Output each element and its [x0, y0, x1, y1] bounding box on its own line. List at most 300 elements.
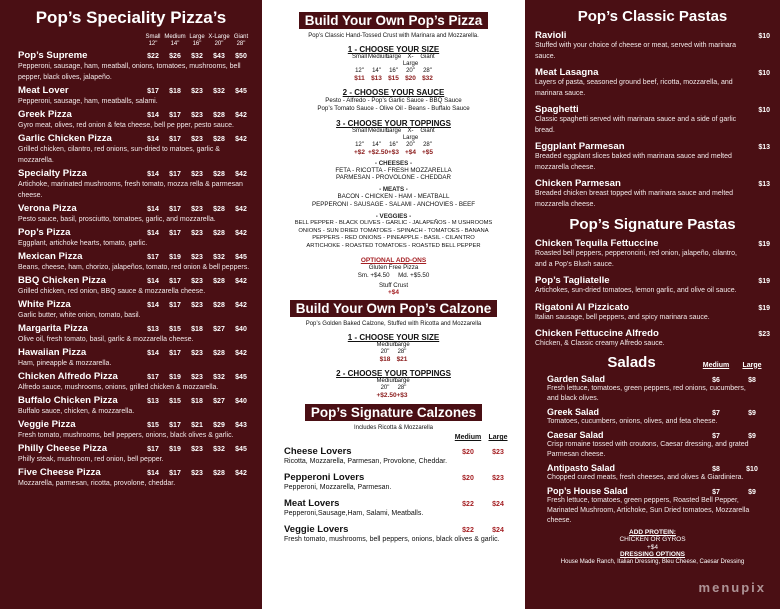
- calzone-medium-price: $22: [462, 501, 474, 509]
- speciality-pizza-title: Pop’s Speciality Pizza’s: [35, 8, 227, 27]
- salad-item: [535, 463, 770, 483]
- topping-price: +$2: [353, 148, 366, 156]
- pizza-price: $45: [235, 446, 247, 453]
- salad-row: [535, 407, 770, 417]
- pasta-row: [535, 328, 770, 339]
- pizza-name: Chicken Alfredo Pizza: [18, 371, 118, 382]
- pasta-item: [535, 328, 770, 350]
- pizza-price: $43: [213, 53, 225, 60]
- size-inch: 12": [355, 141, 364, 148]
- pizza-price: $23: [191, 350, 203, 357]
- pasta-row: [535, 238, 770, 249]
- pizza-price: $28: [213, 350, 225, 357]
- pizza-price: $23: [191, 446, 203, 453]
- pizza-price: $32: [213, 254, 225, 261]
- pizza-price: $17: [169, 136, 181, 143]
- salad-large-price: $9: [748, 488, 756, 496]
- salad-item: [535, 407, 770, 427]
- pizza-price: $18: [169, 88, 181, 95]
- calzone-row: [284, 472, 513, 483]
- pasta-price: $10: [758, 107, 770, 114]
- size-price: $32: [422, 75, 433, 82]
- pasta-description: Layers of pasta, seasoned ground beef, ricotta, mozzarella, and marinara sauce.: [535, 79, 733, 97]
- pizza-price: $17: [169, 470, 181, 477]
- calzone-row: [284, 524, 513, 535]
- pizza-price: $29: [213, 422, 225, 429]
- pizza-row: [18, 419, 252, 430]
- pizza-price: $17: [169, 206, 181, 213]
- pizza-price: $19: [169, 446, 181, 453]
- salad-large-price: $9: [748, 409, 756, 417]
- pizza-price: $17: [169, 112, 181, 119]
- pizza-step-2: 2 - CHOOSE YOUR SAUCE: [342, 88, 445, 97]
- size-price: $13: [371, 75, 382, 82]
- pizza-price: $26: [169, 53, 181, 60]
- salad-item: [535, 374, 770, 404]
- protein-items: CHICKEN OR GYROS: [619, 536, 686, 543]
- pizza-price: $40: [235, 398, 247, 405]
- pizza-item: [18, 395, 252, 417]
- pizza-price: $28: [213, 136, 225, 143]
- pizza-price: $28: [213, 206, 225, 213]
- calzone-name: Veggie Lovers: [284, 524, 349, 536]
- pizza-price: $23: [191, 470, 203, 477]
- salad-medium-price: $7: [712, 432, 720, 440]
- pizza-name: Mexican Pizza: [18, 251, 83, 262]
- calzone-topping-size-labels: [268, 378, 519, 385]
- pasta-description: Breaded chicken breast topped with marinara sauce and melted mozzarella cheese.: [535, 190, 734, 208]
- pizza-price: $14: [147, 112, 159, 119]
- size-label: Medium: [368, 54, 390, 60]
- pizza-price: $42: [235, 206, 247, 213]
- size-col-3: [208, 34, 230, 48]
- pizza-item: [18, 251, 252, 273]
- calzone-topping-size-prices: [268, 392, 519, 399]
- pizza-price: $17: [147, 446, 159, 453]
- cheeses-header: - CHEESES -: [374, 159, 413, 167]
- pizza-name: Greek Pizza: [18, 109, 72, 120]
- pizza-item: [18, 109, 252, 131]
- pizza-price: $27: [213, 398, 225, 405]
- calzone-size-prices: [268, 356, 519, 363]
- signature-pastas-title: Pop’s Signature Pastas: [569, 216, 736, 233]
- pizza-name: Meat Lover: [18, 85, 69, 96]
- pizza-item: [18, 419, 252, 441]
- veggies-line-1: BELL PEPPER - BLACK OLIVES - GARLIC - JALAPEÑOS - M USHROOMS: [294, 219, 493, 226]
- topping-price: +$5: [421, 148, 434, 156]
- size-col-4: [230, 34, 252, 48]
- pizza-description: Gyro meat, olives, red onion & feta cheese, bell pe pper, pesto sauce.: [18, 122, 234, 129]
- pizza-row: [18, 275, 252, 286]
- pizza-row: [18, 50, 252, 61]
- salad-large-price: $8: [748, 376, 756, 384]
- size-label: X-Large: [402, 54, 419, 67]
- pizza-item: [18, 443, 252, 465]
- pizza-description: Eggplant, artichoke hearts, tomato, garlic.: [18, 240, 148, 247]
- pizza-price: $14: [147, 206, 159, 213]
- pizza-price: $17: [169, 302, 181, 309]
- pizza-price: $23: [191, 171, 203, 178]
- pizza-name: Garlic Chicken Pizza: [18, 133, 112, 144]
- pizza-name: Buffalo Chicken Pizza: [18, 395, 118, 406]
- calzone-size-inches: [268, 349, 519, 356]
- sauce-line-1: Pesto - Alfredo - Pop’s Garlic Sauce - BBQ Sauce: [325, 97, 462, 104]
- pizza-price: $32: [213, 446, 225, 453]
- gluten-sm-price: Sm. +$4.50: [357, 271, 390, 279]
- size-label: Small: [351, 127, 367, 134]
- salad-description: Chopped cured meats, fresh cheeses, and olives & Giardiniera.: [547, 473, 744, 481]
- size-inch: 12": [148, 41, 158, 47]
- salad-medium-price: $8: [712, 465, 720, 473]
- size-price: $11: [354, 75, 365, 82]
- pizza-description: Grilled chicken, cilantro, red onions, sun-dried to matoes, garlic & mozzarella.: [18, 146, 220, 164]
- pizza-price: $23: [191, 206, 203, 213]
- pizza-row: [18, 168, 252, 179]
- pizza-list: [18, 50, 252, 489]
- pastas-salads-panel: [525, 0, 780, 609]
- pizza-price: $14: [147, 302, 159, 309]
- calzone-large-price: $23: [492, 475, 504, 483]
- size-inch: 28": [397, 349, 407, 356]
- signature-pasta-list: [535, 238, 770, 350]
- pizza-price: $18: [191, 326, 203, 333]
- size-label: Large: [394, 378, 410, 385]
- pizza-description: Artichoke, marinated mushrooms, fresh tomato, mozza rella & parmesan cheese.: [18, 181, 243, 199]
- pizza-price: $14: [147, 230, 159, 237]
- salad-medium-price: $7: [712, 409, 720, 417]
- pasta-row: [535, 141, 770, 152]
- veggies-line-3: PEPPERS - RED ONIONS - PINEAPPLE - BASIL - CILANTRO: [312, 235, 475, 242]
- pizza-price: $23: [191, 230, 203, 237]
- pizza-price: $23: [191, 136, 203, 143]
- pasta-item: [535, 302, 770, 324]
- pizza-description: Mozzarella, parmesan, ricotta, provolone, cheddar.: [18, 480, 176, 487]
- topping-size-prices: [268, 149, 519, 156]
- pasta-description: Classic spaghetti served with marinara sauce and a side of garlic bread.: [535, 116, 737, 134]
- pizza-name: Philly Cheese Pizza: [18, 443, 108, 454]
- pizza-price: $28: [213, 230, 225, 237]
- calzone-row: [284, 498, 513, 509]
- calzone-size-labels: [268, 342, 519, 349]
- pasta-description: Chicken, & Classic creamy Alfredo sauce.: [535, 340, 665, 347]
- pizza-item: [18, 168, 252, 201]
- signature-calzones-subtitle: Includes Ricotta & Mozzarella: [353, 425, 434, 432]
- topping-price: +$2.50: [376, 392, 397, 400]
- size-label: Large: [385, 54, 402, 60]
- pasta-name: Ravioli: [535, 30, 567, 41]
- salad-medium-price: $7: [712, 488, 720, 496]
- size-inch: 14": [372, 141, 381, 148]
- pizza-price: $27: [213, 326, 225, 333]
- pizza-price: $14: [147, 171, 159, 178]
- pizza-price: $28: [213, 278, 225, 285]
- pizza-size-inches: [268, 68, 519, 75]
- pizza-price: $17: [169, 350, 181, 357]
- pizza-row: [18, 85, 252, 96]
- pizza-price: $13: [147, 326, 159, 333]
- calzone-description: Pepperoni, Mozzarella, Parmesan.: [284, 484, 392, 492]
- salad-item: [535, 486, 770, 526]
- pizza-price: $19: [169, 254, 181, 261]
- pizza-name: Veggie Pizza: [18, 419, 76, 430]
- pizza-price: $28: [213, 171, 225, 178]
- salad-description: Fresh lettuce, tomatoes, green peppers, red onions, cucumbers, and black olives.: [547, 384, 746, 402]
- calzone-medium-price: $22: [462, 527, 474, 535]
- pizza-name: Pop’s Pizza: [18, 227, 71, 238]
- size-inch: 20": [406, 68, 415, 74]
- salad-description: Fresh lettuce, tomatoes, green peppers, Roasted Bell Pepper, Marinated Mushroom, Artichoke, Sun Dried tomatoes, Mozzarella cheese.: [547, 496, 750, 524]
- pasta-name: Rigatoni Al Pizzicato: [535, 301, 629, 313]
- size-label: Medium: [376, 378, 398, 385]
- pasta-row: [535, 67, 770, 78]
- pasta-price: $19: [758, 304, 770, 312]
- size-label: Giant: [420, 127, 435, 134]
- pizza-description: Philly steak, mushroom, red onion, bell pepper.: [18, 456, 164, 463]
- salads-title: Salads: [607, 353, 656, 371]
- pasta-item: [535, 104, 770, 136]
- pizza-item: [18, 371, 252, 393]
- pizza-description: Ham, pineapple & mozzarella.: [18, 360, 112, 367]
- size-label: Giant: [420, 54, 435, 60]
- salad-name: Antipasto Salad: [547, 462, 616, 473]
- signature-calzones-title: Pop’s Signature Calzones: [305, 404, 482, 421]
- pizza-price: $13: [147, 398, 159, 405]
- veggies-line-2: ONIONS - SUN DRIED TOMATOES - SPINACH - TOMATOES - BANANA: [298, 227, 489, 234]
- size-label: Medium: [368, 127, 390, 134]
- pizza-description: Olive oil, fresh tomato, basil, garlic & mozzarella cheese.: [18, 336, 194, 343]
- pizza-description: Pepperoni, sausage, ham, meatball, onions, tomatoes, mushrooms, bell pepper, black olives, jalapeño.: [18, 63, 241, 81]
- topping-price: +$4: [404, 148, 417, 156]
- pizza-price: $14: [147, 136, 159, 143]
- pasta-price: $10: [758, 70, 770, 77]
- pizza-price: $32: [191, 53, 203, 60]
- pizza-price: $14: [147, 278, 159, 285]
- stuffed-crust-label: Stuff Crust: [378, 281, 409, 289]
- pizza-price: $42: [235, 171, 247, 178]
- size-col-2: [186, 34, 208, 48]
- pasta-description: Breaded eggplant slices baked with marinara sauce and melted mozzarella cheese.: [535, 153, 732, 171]
- size-label: Large: [385, 127, 402, 134]
- speciality-pizza-panel: [0, 0, 262, 609]
- pasta-name: Pop’s Tagliatelle: [535, 275, 610, 286]
- pizza-price: $23: [191, 302, 203, 309]
- size-inch: 14": [170, 41, 180, 47]
- salad-description: Crisp romaine tossed with croutons, Caesar dressing, and grated Parmesan cheese.: [547, 440, 749, 458]
- pasta-name: Chicken Parmesan: [535, 178, 621, 189]
- salad-description: Tomatoes, cucumbers, onions, olives, and feta cheese.: [547, 417, 718, 425]
- size-inch: 14": [372, 68, 381, 74]
- pizza-price: $22: [147, 53, 159, 60]
- pasta-name: Eggplant Parmesan: [535, 141, 625, 152]
- pizza-name: Margarita Pizza: [18, 323, 88, 334]
- topping-price: +$2.50: [368, 148, 389, 156]
- pizza-name: White Pizza: [18, 299, 71, 310]
- pizza-row: [18, 323, 252, 334]
- pizza-price: $17: [169, 171, 181, 178]
- size-label: Small: [145, 34, 161, 40]
- pizza-description: Pesto sauce, basil, prosciutto, tomatoes, garlic, and mozzarella.: [18, 216, 216, 223]
- pasta-price: $23: [758, 331, 770, 338]
- calzone-name: Cheese Lovers: [284, 446, 352, 458]
- dressing-list: House Made Ranch, Italian Dressing, Bleu Cheese, Caesar Dressing: [560, 558, 745, 565]
- salads-medium-header: Medium: [702, 361, 730, 369]
- pasta-description: Italian sausage, bell peppers, and spicy marinara sauce.: [535, 313, 710, 321]
- pizza-row: [18, 371, 252, 382]
- pasta-name: Chicken Tequila Fettuccine: [535, 238, 659, 249]
- pizza-item: [18, 323, 252, 345]
- salad-name: Garden Salad: [547, 373, 606, 384]
- build-pizza-title: Build Your Own Pop’s Pizza: [299, 12, 489, 29]
- size-col-1: [164, 34, 186, 48]
- calzone-description: Ricotta, Mozzarella, Parmesan, Provolone, Cheddar.: [284, 458, 448, 466]
- build-pizza-subtitle: Pop’s Classic Hand-Tossed Crust with Marinara and Mozzarella.: [308, 33, 479, 39]
- pizza-price: $50: [235, 53, 247, 60]
- pizza-price: $23: [191, 88, 203, 95]
- pizza-price: $28: [213, 302, 225, 309]
- gluten-free-prices: [268, 272, 519, 280]
- pizza-price: $43: [235, 422, 247, 429]
- size-label: X-Large: [208, 34, 230, 40]
- pasta-name: Chicken Fettuccine Alfredo: [535, 328, 659, 339]
- size-label: Medium: [376, 342, 398, 349]
- pizza-row: [18, 347, 252, 358]
- pasta-item: [535, 141, 770, 173]
- pizza-price: $23: [191, 278, 203, 285]
- calzone-medium-header: Medium: [454, 434, 482, 442]
- classic-pasta-list: [535, 30, 770, 210]
- protein-price: +$4: [646, 543, 659, 551]
- pizza-item: [18, 133, 252, 166]
- meats-line-1: BACON - CHICKEN - HAM - MEATBALL: [337, 193, 450, 201]
- size-inch: 28": [236, 41, 246, 47]
- pizza-price: $17: [169, 422, 181, 429]
- size-inch: 20": [406, 141, 415, 148]
- pasta-row: [535, 30, 770, 41]
- topping-size-inches: [268, 142, 519, 149]
- size-inch: 16": [192, 41, 202, 47]
- size-label: Giant: [233, 34, 249, 40]
- pizza-price: $45: [235, 88, 247, 95]
- calzone-description: Pepperoni,Sausage,Ham, Salami, Meatballs.: [284, 510, 424, 518]
- pasta-description: Roasted bell peppers, pepperoncini, red onion, jalapeño, cilantro, and a Pop’s Blush sauce.: [535, 250, 737, 268]
- dressing-header: DRESSING OPTIONS: [619, 551, 685, 558]
- pizza-step-3: 3 - CHOOSE YOUR TOPPINGS: [336, 118, 451, 128]
- stuffed-crust-price: +$4: [387, 289, 400, 297]
- pizza-price: $23: [191, 374, 203, 381]
- pizza-name: Pop’s Supreme: [18, 50, 88, 61]
- pizza-size-prices: [268, 75, 519, 82]
- pizza-price: $14: [147, 470, 159, 477]
- salad-list: [535, 374, 770, 526]
- salad-large-price: $10: [746, 465, 758, 473]
- size-inch: 20": [380, 385, 390, 392]
- size-inch: 28": [397, 385, 407, 392]
- pizza-description: Pepperoni, sausage, ham, meatballs, salami.: [18, 98, 158, 105]
- size-label: X-Large: [402, 127, 419, 141]
- pizza-price: $45: [235, 254, 247, 261]
- calzone-list: [268, 434, 519, 545]
- pizza-price: $42: [235, 302, 247, 309]
- pizza-price: $42: [235, 350, 247, 357]
- topping-price: +$3: [396, 392, 408, 400]
- pizza-description: Fresh tomato, mushrooms, bell peppers, onions, black olives & garlic.: [18, 432, 234, 439]
- pizza-price: $15: [169, 326, 181, 333]
- salad-large-price: $9: [748, 432, 756, 440]
- pizza-price: $17: [147, 88, 159, 95]
- pizza-item: [18, 50, 252, 83]
- add-protein-header: ADD PROTEIN:: [629, 528, 676, 536]
- calzone-large-price: $24: [492, 501, 504, 509]
- size-label: Medium: [164, 34, 186, 40]
- pizza-name: BBQ Chicken Pizza: [18, 275, 106, 286]
- pizza-price: $40: [235, 326, 247, 333]
- pizza-row: [18, 227, 252, 238]
- pizza-description: Grilled chicken, red onion, BBQ sauce & mozzarella cheese.: [18, 288, 206, 295]
- pizza-price: $17: [147, 374, 159, 381]
- pizza-price: $28: [213, 112, 225, 119]
- pizza-row: [18, 467, 252, 478]
- pizza-step-1: 1 - CHOOSE YOUR SIZE: [347, 45, 440, 54]
- pizza-description: Buffalo sauce, chicken, & mozzarella.: [18, 408, 135, 415]
- salad-medium-price: $6: [712, 376, 720, 384]
- calzone-large-price: $24: [492, 527, 504, 535]
- calzone-large-price: $23: [492, 449, 504, 457]
- veggies-header: - VEGGIES -: [375, 212, 412, 220]
- pizza-row: [18, 395, 252, 406]
- pasta-price: $13: [758, 144, 770, 151]
- size-col-0: [142, 34, 164, 48]
- pasta-price: $10: [758, 33, 770, 40]
- classic-pastas-title: Pop’s Classic Pastas: [577, 8, 728, 25]
- pizza-price: $17: [169, 278, 181, 285]
- salads-header: [535, 354, 770, 371]
- pizza-name: Specialty Pizza: [18, 168, 87, 179]
- pizza-price: $15: [169, 398, 181, 405]
- pasta-item: [535, 67, 770, 99]
- meats-header: - MEATS -: [379, 186, 408, 194]
- size-inch: 20": [214, 41, 224, 47]
- salad-name: Caesar Salad: [547, 429, 604, 440]
- salad-row: [535, 463, 770, 473]
- pasta-row: [535, 275, 770, 286]
- salad-name: Greek Salad: [547, 406, 600, 417]
- pizza-size-header: [18, 34, 252, 48]
- size-inch: 20": [380, 349, 390, 356]
- pizza-price: $18: [191, 398, 203, 405]
- pizza-price: $23: [191, 112, 203, 119]
- pizza-price: $42: [235, 112, 247, 119]
- meats-line-2: PEPPERONI - SAUSAGE - SALAMI - ANCHOVIES - BEEF: [312, 200, 475, 208]
- pasta-name: Spaghetti: [535, 104, 579, 115]
- pizza-name: Hawaiian Pizza: [18, 347, 87, 358]
- pizza-price: $23: [191, 254, 203, 261]
- pizza-row: [18, 443, 252, 454]
- size-price: $15: [388, 75, 399, 82]
- pizza-price: $17: [147, 254, 159, 261]
- pizza-price: $14: [147, 350, 159, 357]
- pizza-row: [18, 203, 252, 214]
- pizza-item: [18, 347, 252, 369]
- calzone-price: $21: [396, 356, 408, 364]
- calzone-step-2: 2 - CHOOSE YOUR TOPPINGS: [336, 369, 451, 379]
- size-label: Large: [394, 342, 410, 349]
- size-inch: 28": [423, 141, 432, 148]
- pizza-item: [18, 227, 252, 249]
- size-inch: 28": [423, 68, 432, 74]
- pizza-size-labels: [268, 54, 519, 68]
- pasta-row: [535, 178, 770, 189]
- pizza-name: Verona Pizza: [18, 203, 77, 214]
